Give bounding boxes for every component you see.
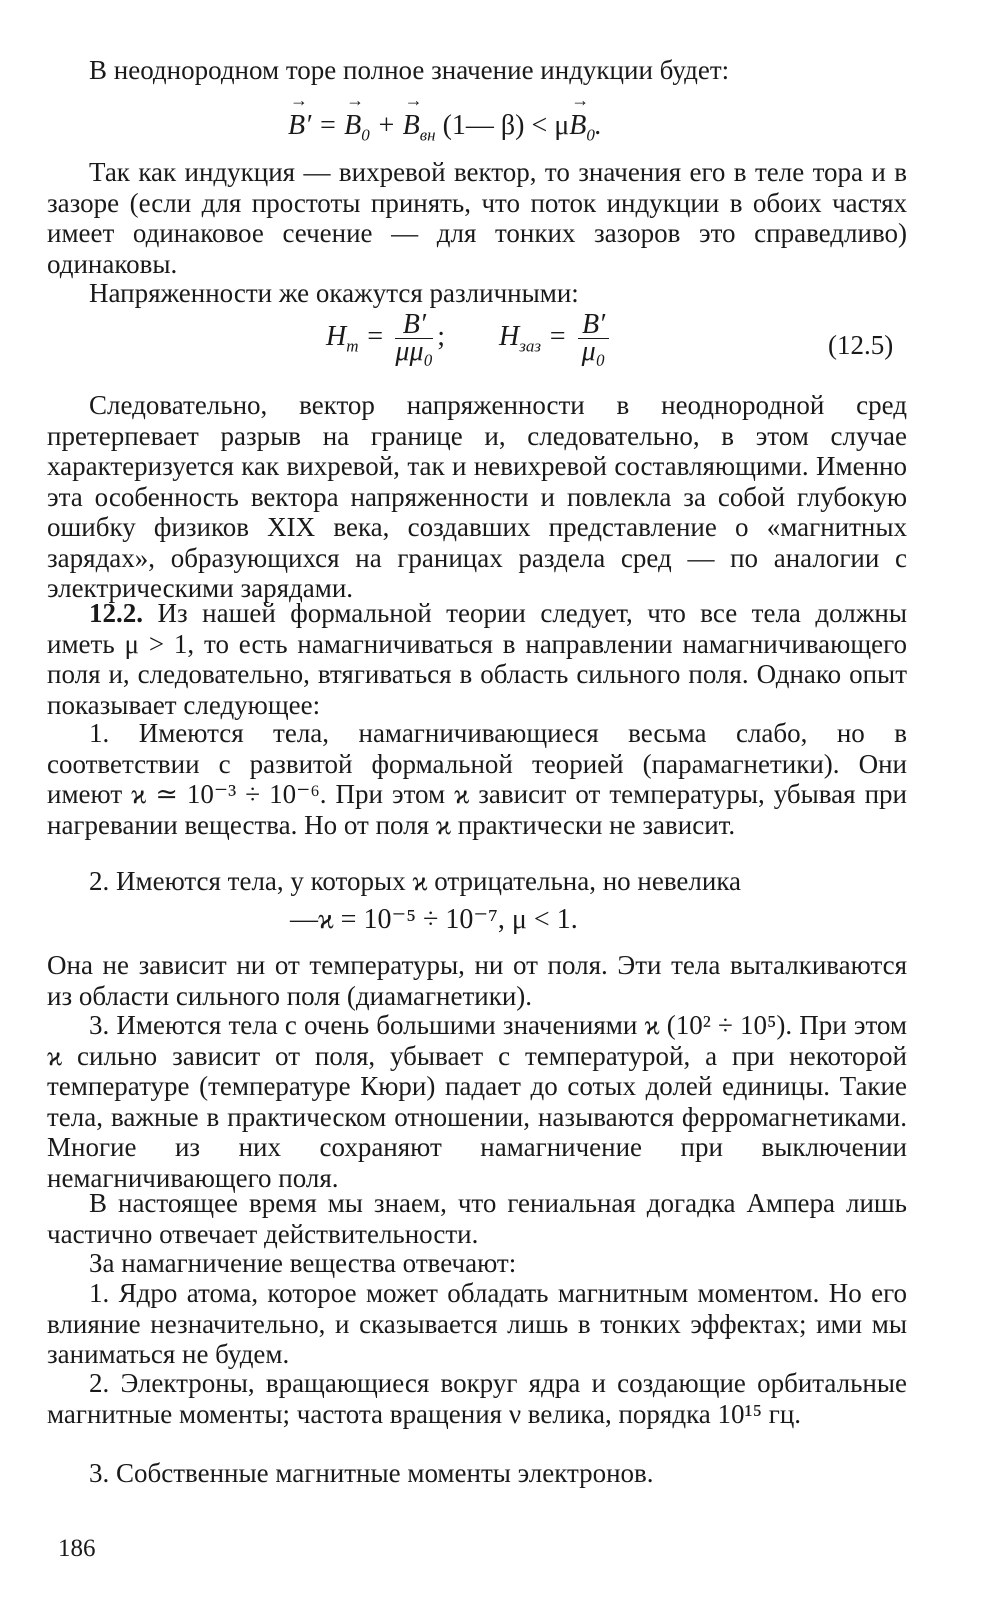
paragraph-4-text: Из нашей формальной теории следует, что все тела должны иметь μ > 1, то есть намагничиваться в направлении намагничивающего поля и, следовательно, втягиваться в область сильного поля. Однако опыт показывает следующее: — [47, 598, 908, 720]
paragraph-12: 2. Электроны, вращающиеся вокруг ядра и создающие орбитальные магнитные моменты; частота вращения ν велика, порядка 10¹⁵ гц. — [47, 1368, 907, 1429]
formula1-lhs: → B′ — [288, 110, 311, 142]
formula2-fraction2 — [578, 309, 609, 367]
formula2-den2: μ₀ — [581, 336, 606, 367]
formula1-end: . — [594, 110, 602, 141]
paragraph-9: В настоящее время мы знаем, что гениальная догадка Ампера лишь частично отвечает действительности. — [47, 1188, 907, 1249]
formula1-plus: + — [369, 110, 403, 141]
formula2-h1-sub: т — [346, 336, 359, 356]
paragraph-3: Следовательно, вектор напряженности в неоднородной сред претерпевает разрыв на границе и, следовательно, в этом случае характеризуется как вихревой, так и невихревой составляющими. Именно эта особенность вектора напряженности и повлекла за собой глубокую ошибку физиков XIX века, создавших представление о «магнитных зарядах», образующихся на границах раздела сред — по аналогии с электрическими зарядами. — [47, 390, 907, 603]
paragraph-4 — [47, 598, 907, 720]
formula1-term2: → B — [403, 110, 420, 142]
paragraph-2: Напряженности же окажутся различными: — [89, 278, 579, 308]
formula2-num2: B′ — [578, 312, 609, 339]
formula2-h1: H — [326, 320, 347, 352]
formula2-fraction1 — [395, 309, 434, 367]
paragraph-13: 3. Собственные магнитные моменты электронов. — [89, 1458, 654, 1488]
formula-induction — [288, 110, 602, 146]
formula2-eq2: = — [541, 320, 574, 352]
formula2-den1: μμ₀ — [395, 336, 434, 367]
paragraph-11: 1. Ядро атома, которое может обладать магнитным моментом. Но его влияние незначительно, и сказывается лишь в тонких эффектах; ими мы заниматься не будем. — [47, 1278, 907, 1369]
page-number: 186 — [58, 1535, 96, 1562]
section-label: 12.2. — [89, 598, 143, 628]
paragraph-6: 2. Имеются тела, у которых ϰ отрицательна, но невелика — [89, 866, 742, 896]
formula2-h2-sub: заз — [519, 336, 542, 356]
paragraph-10: За намагничение вещества отвечают: — [89, 1248, 517, 1278]
paragraph-5: 1. Имеются тела, намагничивающиеся весьма слабо, но в соответствии с развитой формальной теорией (парамагнетики). Они имеют ϰ ≃ 10⁻³ ÷ 10⁻⁶. При этом ϰ зависит от температуры, убывая при нагревании вещества. Но от поля ϰ практически не зависит. — [47, 718, 907, 840]
formula2-num1: B′ — [395, 312, 433, 339]
formula-diamagnetic: —ϰ = 10⁻⁵ ÷ 10⁻⁷, μ < 1. — [290, 904, 578, 935]
formula1-term2-sub: вн — [419, 125, 436, 145]
formula1-tail: (1— β) < μ — [442, 110, 570, 141]
formula2-sep: ; — [437, 320, 446, 352]
formula1-term1: → B — [344, 110, 361, 142]
formula2-eq1: = — [358, 320, 392, 352]
paragraph-7: Она не зависит ни от температуры, ни от поля. Эти тела выталкиваются из области сильного поля (диамагнетики). — [47, 950, 907, 1011]
formula1-term3: → B — [569, 110, 586, 142]
formula1-eq: = — [311, 110, 345, 141]
equation-number: (12.5) — [828, 330, 894, 360]
paragraph-1: Так как индукция — вихревой вектор, то значения его в теле тора и в зазоре (если для простоты принять, что поток индукции в обоих частях имеет одинаковое сечение — для тонких зазоров это справедливо) одинаковы. — [47, 157, 907, 279]
formula2-h2: H — [499, 320, 520, 352]
intro-line: В неоднородном торе полное значение индукции будет: — [89, 55, 730, 85]
formula1-term1-sub: 0 — [361, 125, 370, 145]
paragraph-8: 3. Имеются тела с очень большими значениями ϰ (10² ÷ 10⁵). При этом ϰ сильно зависит от поля, убывает с температурой, а при некоторой температуре (температуре Кюри) падает до сотых долей единицы. Такие тела, важные в практическом отношении, называются ферромагнетиками. Многие из них сохраняют намагничение при выключении немагничивающего поля. — [47, 1010, 907, 1193]
formula-intensity — [326, 309, 613, 367]
formula1-term3-sub: 0 — [586, 125, 595, 145]
